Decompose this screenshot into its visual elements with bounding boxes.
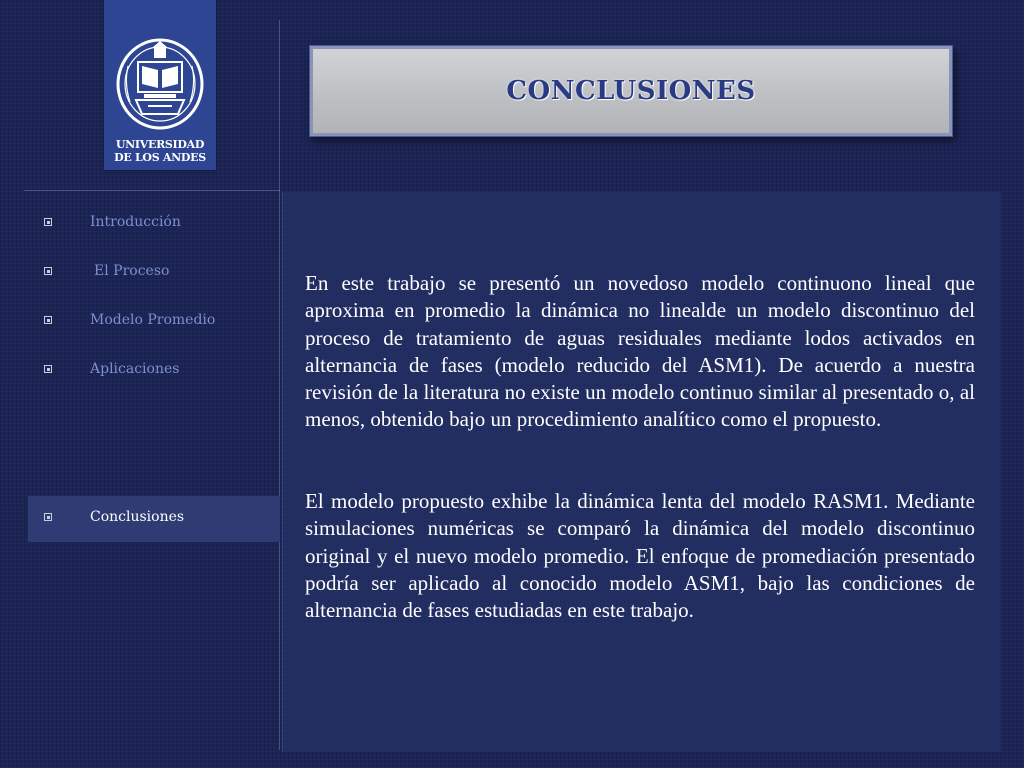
- nav-item-label: Modelo Promedio: [90, 312, 216, 328]
- nav-item-label: Aplicaciones: [90, 361, 180, 377]
- square-bullet-icon: [44, 316, 52, 324]
- nav-item-label: El Proceso: [94, 263, 170, 279]
- page-title: CONCLUSIONES: [506, 76, 756, 106]
- university-seal-icon: [114, 36, 206, 132]
- square-bullet-icon: [44, 267, 52, 275]
- horizontal-divider: [24, 190, 280, 191]
- nav-item-aplicaciones[interactable]: [44, 357, 179, 381]
- nav-item-conclusiones[interactable]: [44, 505, 184, 529]
- title-banner: [310, 46, 952, 136]
- nav-item-introduccion[interactable]: [44, 210, 181, 234]
- square-bullet-icon: [44, 365, 52, 373]
- square-bullet-icon: [44, 513, 52, 521]
- conclusion-paragraph-1: En este trabajo se presentó un novedoso modelo continuono lineal que aproxima en promedio la dinámica no linealde un modelo discontinuo del proceso de tratamiento de aguas residuales mediante lodos activados en alternancia de fases (modelo reducido del ASM1). De acuerdo a nuestra revisión de la literatura no existe un modelo continuo similar al presentado o, al menos, obtenido bajo un procedimiento analítico como el propuesto.: [305, 271, 975, 432]
- university-name-line1: UNIVERSIDAD: [115, 138, 205, 151]
- nav-item-el-proceso[interactable]: [44, 259, 169, 283]
- square-bullet-icon: [44, 218, 52, 226]
- vertical-divider: [279, 20, 280, 750]
- nav-item-label: Introducción: [90, 214, 181, 230]
- nav-item-label: Conclusiones: [90, 509, 185, 525]
- nav-item-modelo-promedio[interactable]: [44, 308, 215, 332]
- university-logo: [104, 0, 216, 170]
- university-name-line2: DE LOS ANDES: [114, 151, 206, 164]
- conclusion-paragraph-2: El modelo propuesto exhibe la dinámica lenta del modelo RASM1. Mediante simulaciones numéricas se comparó la dinámica del modelo discontinuo original y el nuevo modelo promedio. El enfoque de promediación presentado podría ser aplicado al conocido modelo ASM1, bajo las condiciones de alternancia de fases estudiadas en este trabajo.: [305, 489, 975, 623]
